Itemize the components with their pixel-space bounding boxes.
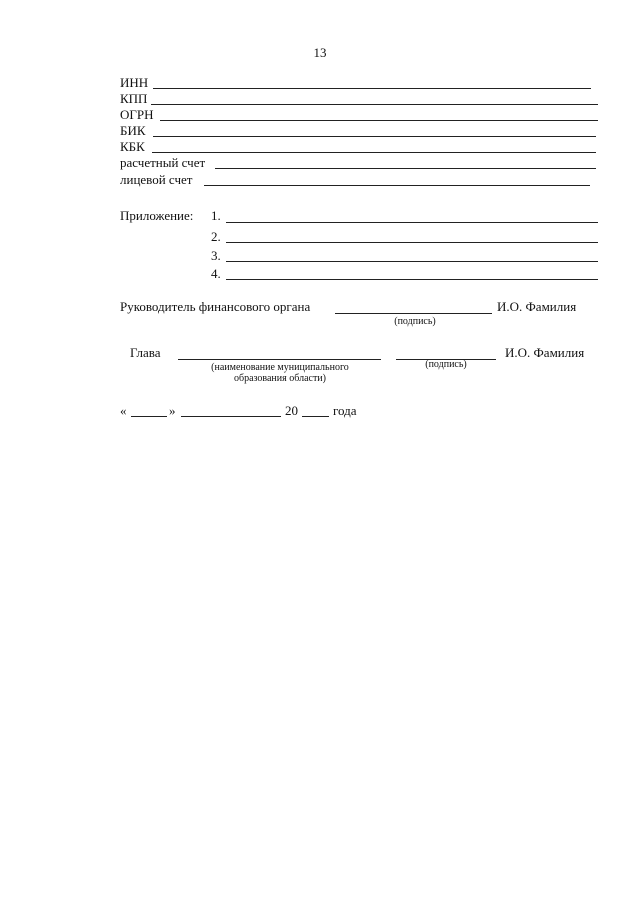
field-label-ogrn: ОГРН (120, 107, 154, 122)
attachment-line-1[interactable] (226, 222, 598, 223)
field-label-bik: БИК (120, 123, 146, 138)
attachment-number-1: 1. (211, 208, 221, 223)
field-line-inn[interactable] (153, 88, 591, 89)
field-line-bik[interactable] (153, 136, 596, 137)
field-line-personal-account[interactable] (204, 185, 590, 186)
field-label-inn: ИНН (120, 75, 149, 90)
field-line-kbk[interactable] (152, 152, 596, 153)
date-open-quote: « (120, 403, 127, 418)
municipality-name-line[interactable] (178, 359, 381, 360)
date-suffix: года (333, 403, 357, 418)
attachment-line-4[interactable] (226, 279, 598, 280)
date-year-line[interactable] (302, 416, 329, 417)
attachment-number-3: 3. (211, 248, 221, 263)
date-year-prefix: 20 (285, 403, 298, 418)
field-label-current-account: расчетный счет (120, 155, 206, 170)
finance-head-name: И.О. Фамилия (497, 299, 577, 314)
finance-signature-line[interactable] (335, 313, 492, 314)
attachment-line-3[interactable] (226, 261, 598, 262)
date-close-quote: » (169, 403, 176, 418)
page-number: 13 (313, 45, 327, 60)
attachment-number-2: 2. (211, 229, 221, 244)
field-label-kpp: КПП (120, 91, 148, 106)
field-line-kpp[interactable] (151, 104, 598, 105)
field-line-ogrn[interactable] (160, 120, 598, 121)
field-label-kbk: КБК (120, 139, 145, 154)
municipality-caption-line2: образования области) (233, 373, 326, 384)
attachments-label: Приложение: (120, 208, 194, 223)
municipality-head-name: И.О. Фамилия (505, 345, 585, 360)
date-day-line[interactable] (131, 416, 167, 417)
date-month-line[interactable] (181, 416, 281, 417)
field-line-current-account[interactable] (215, 168, 596, 169)
attachment-number-4: 4. (211, 266, 221, 281)
finance-signature-caption: (подпись) (394, 316, 436, 327)
municipality-caption-line1: (наименование муниципального (211, 362, 349, 373)
attachment-line-2[interactable] (226, 242, 598, 243)
municipality-signature-caption: (подпись) (425, 359, 467, 370)
municipality-head-title: Глава (130, 345, 161, 360)
finance-head-title: Руководитель финансового органа (120, 299, 311, 314)
field-label-personal-account: лицевой счет (120, 172, 193, 187)
